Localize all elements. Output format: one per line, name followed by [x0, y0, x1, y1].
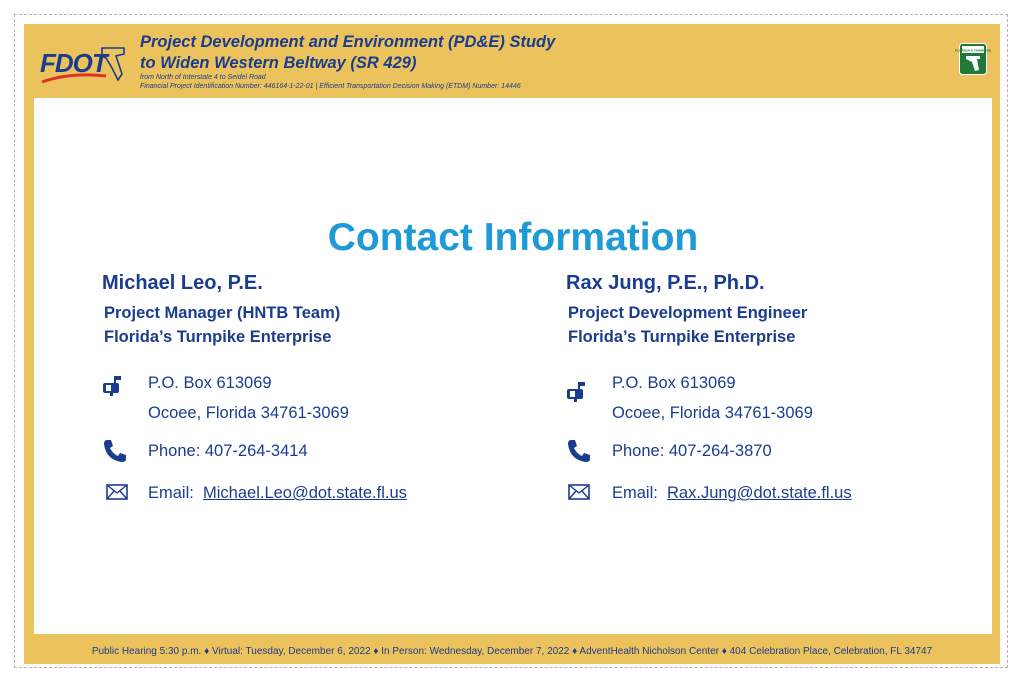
email-label: Email:: [148, 484, 194, 502]
contact-name: Rax Jung, P.E., Ph.D.: [566, 272, 765, 294]
phone-text: Phone: 407-264-3414: [148, 442, 308, 460]
title-line-2: to Widen Western Beltway (SR 429): [140, 54, 417, 72]
address-line-2: Ocoee, Florida 34761-3069: [612, 404, 813, 422]
project-title: [140, 32, 555, 74]
contact-card-rax-jung: [566, 272, 852, 502]
email-link[interactable]: Rax.Jung@dot.state.fl.us: [667, 484, 852, 502]
address-text: [148, 368, 349, 428]
phone-icon: [102, 438, 128, 464]
envelope-icon: [106, 484, 128, 500]
project-limits: from North of Interstate 4 to Seidel Road: [140, 74, 266, 81]
slide: [24, 24, 1000, 664]
turnpike-logo: [955, 43, 991, 75]
contact-org: Florida’s Turnpike Enterprise: [104, 328, 332, 346]
phone-text: Phone: 407-264-3870: [612, 442, 772, 460]
header: [24, 24, 1000, 98]
email-text: [612, 478, 852, 508]
contact-role: Project Manager (HNTB Team): [104, 304, 341, 322]
contact-role: Project Development Engineer: [568, 304, 808, 322]
envelope-icon: [568, 484, 590, 500]
page-title: Contact Information: [327, 216, 699, 259]
contact-card-michael-leo: [102, 272, 407, 502]
address-line-1: P.O. Box 613069: [612, 374, 736, 392]
address-text: [612, 368, 813, 428]
logo-text: FDOT: [40, 48, 107, 78]
contact-name: Michael Leo, P.E.: [102, 272, 263, 294]
footer-hearing-info: Public Hearing 5:30 p.m. ♦ Virtual: Tuesday, December 6, 2022 ♦ In Person: Wednesday, December 7, 2022 ♦ AdventHealth Nicholson Center ♦ 404 Celebration Place, Celebration, FL 34747: [91, 646, 933, 657]
address-line-2: Ocoee, Florida 34761-3069: [148, 404, 349, 422]
mailbox-icon: [566, 380, 590, 402]
title-line-1: Project Development and Environment (PD&E) Study: [140, 33, 556, 51]
fdot-logo: [40, 42, 126, 82]
project-ids: Financial Project Identification Number: 446164-1-22-01 | Efficient Transportation Decision Making (ETDM) Number: 14446: [140, 83, 521, 90]
address-line-1: P.O. Box 613069: [148, 374, 272, 392]
mailbox-icon: [102, 374, 126, 396]
turnpike-badge-icon: [955, 43, 991, 75]
contact-org: Florida’s Turnpike Enterprise: [568, 328, 796, 346]
email-link[interactable]: Michael.Leo@dot.state.fl.us: [203, 484, 407, 502]
turnpike-badge-text: FLORIDA'S TURNPIKE: [955, 48, 991, 53]
email-text: [148, 478, 407, 508]
content-panel: [34, 98, 992, 634]
email-label: Email:: [612, 484, 658, 502]
phone-icon: [566, 438, 592, 464]
